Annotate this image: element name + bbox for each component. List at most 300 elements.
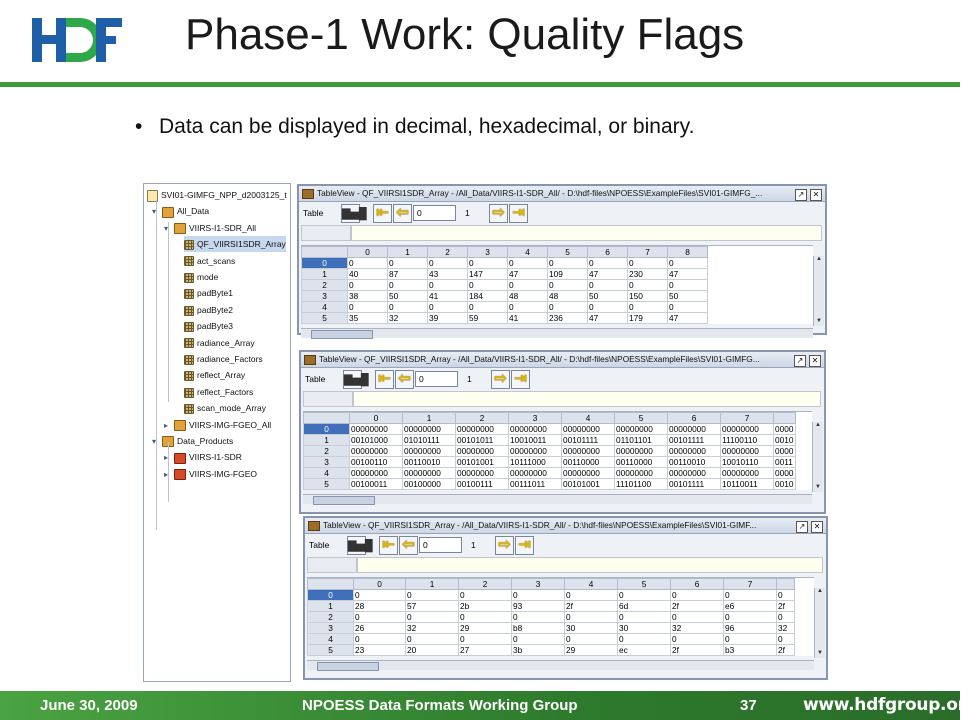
table-cell[interactable]: 0 — [428, 280, 468, 291]
column-header[interactable]: 0 — [348, 247, 388, 258]
table-cell[interactable]: 0 — [468, 258, 508, 269]
table-cell[interactable]: 10010011 — [509, 435, 562, 446]
table-cell[interactable]: 10111000 — [509, 457, 562, 468]
table-cell[interactable]: 48 — [548, 291, 588, 302]
file-tree-panel[interactable] — [143, 183, 291, 682]
table-cell[interactable]: 109 — [548, 269, 588, 280]
table-cell[interactable]: 0 — [459, 612, 512, 623]
column-header[interactable]: 4 — [508, 247, 548, 258]
column-header[interactable]: 2 — [456, 413, 509, 424]
table-cell[interactable]: 00000000 — [403, 424, 456, 435]
column-header[interactable]: 7 — [724, 579, 777, 590]
tree-item[interactable] — [184, 351, 263, 367]
table-cell[interactable]: 0 — [588, 302, 628, 313]
data-grid[interactable] — [303, 411, 812, 490]
table-cell[interactable]: 0 — [671, 590, 724, 601]
tree-item[interactable] — [184, 236, 286, 252]
table-cell[interactable]: 179 — [628, 313, 668, 324]
column-header[interactable]: 6 — [588, 247, 628, 258]
table-cell[interactable]: 41 — [508, 313, 548, 324]
column-header[interactable]: 5 — [618, 579, 671, 590]
table-cell[interactable]: 2f — [777, 601, 795, 612]
table-cell[interactable]: 00000000 — [350, 424, 403, 435]
table-cell[interactable]: 00000000 — [721, 446, 774, 457]
table-cell[interactable]: 47 — [588, 313, 628, 324]
table-cell[interactable]: 230 — [628, 269, 668, 280]
table-cell[interactable]: 0 — [468, 302, 508, 313]
tableview-titlebar[interactable] — [299, 186, 825, 202]
table-cell[interactable]: 00110010 — [668, 457, 721, 468]
next-page-button[interactable] — [489, 204, 508, 223]
table-menu[interactable]: Table — [305, 374, 326, 384]
table-cell[interactable]: 87 — [388, 269, 428, 280]
row-header[interactable]: 2 — [304, 446, 350, 457]
table-cell[interactable]: 30 — [618, 623, 671, 634]
table-cell[interactable]: 30 — [565, 623, 618, 634]
table-cell[interactable]: 00000000 — [562, 424, 615, 435]
table-cell[interactable]: 00000000 — [668, 446, 721, 457]
table-cell[interactable]: 11101100 — [615, 479, 668, 490]
row-header[interactable]: 0 — [302, 258, 348, 269]
vertical-scrollbar[interactable] — [814, 588, 825, 658]
table-cell[interactable]: 00000000 — [456, 468, 509, 479]
tree-item[interactable] — [184, 384, 253, 400]
column-header[interactable]: 3 — [512, 579, 565, 590]
table-cell[interactable]: 32 — [388, 313, 428, 324]
table-cell[interactable]: 00111011 — [509, 479, 562, 490]
scroll-thumb[interactable] — [313, 496, 375, 505]
table-cell[interactable]: 29 — [459, 623, 512, 634]
table-cell[interactable]: 0000 — [774, 424, 796, 435]
table-cell[interactable]: 2f — [777, 645, 795, 656]
table-row — [308, 601, 795, 612]
previous-page-button[interactable] — [393, 204, 412, 223]
row-header[interactable]: 4 — [304, 468, 350, 479]
expand-toggle-icon[interactable]: ▸ — [164, 469, 169, 479]
column-header[interactable]: 4 — [565, 579, 618, 590]
table-cell[interactable]: 0 — [508, 302, 548, 313]
page-number-input[interactable]: 0 — [413, 205, 456, 221]
column-header[interactable]: 6 — [671, 579, 724, 590]
table-cell[interactable]: 10010110 — [721, 457, 774, 468]
table-cell[interactable]: 2f — [565, 601, 618, 612]
row-header[interactable]: 1 — [308, 601, 354, 612]
dataset-icon — [184, 289, 194, 299]
column-header[interactable]: 1 — [406, 579, 459, 590]
table-cell[interactable]: 0 — [618, 590, 671, 601]
table-cell[interactable]: 47 — [668, 269, 708, 280]
expand-toggle-icon[interactable]: ▸ — [164, 453, 169, 463]
table-cell[interactable]: 01101101 — [615, 435, 668, 446]
tree-item[interactable] — [184, 269, 218, 285]
next-page-button[interactable] — [495, 536, 514, 555]
table-cell[interactable]: b3 — [724, 645, 777, 656]
close-window-icon[interactable]: ✕ — [809, 355, 821, 367]
row-header[interactable]: 3 — [308, 623, 354, 634]
table-cell[interactable]: 50 — [588, 291, 628, 302]
table-cell[interactable]: 0 — [388, 258, 428, 269]
row-header[interactable]: 4 — [308, 634, 354, 645]
close-window-icon[interactable]: ✕ — [810, 189, 822, 201]
table-cell[interactable]: 00000000 — [562, 446, 615, 457]
data-grid[interactable] — [307, 577, 814, 656]
scroll-up-icon[interactable]: ▲ — [817, 588, 823, 594]
tree-item[interactable] — [184, 253, 235, 269]
table-cell[interactable]: 0 — [618, 634, 671, 645]
table-cell[interactable]: 00100011 — [350, 479, 403, 490]
table-cell[interactable]: 00000000 — [350, 468, 403, 479]
row-header[interactable]: 3 — [302, 291, 348, 302]
tree-item-label: VIIRS-I1-SDR_All — [189, 222, 257, 233]
footer-url[interactable]: www.hdfgroup.org — [803, 695, 978, 715]
table-cell[interactable]: 00000000 — [721, 424, 774, 435]
table-cell[interactable]: 0 — [777, 634, 795, 645]
table-cell[interactable]: 0 — [406, 634, 459, 645]
table-cell[interactable]: 00000000 — [350, 446, 403, 457]
restore-window-icon[interactable]: ↗ — [796, 521, 808, 533]
table-cell[interactable]: 0 — [348, 280, 388, 291]
table-cell[interactable]: 0 — [668, 280, 708, 291]
column-header[interactable]: 7 — [628, 247, 668, 258]
table-cell[interactable]: 32 — [777, 623, 795, 634]
column-header[interactable]: 3 — [468, 247, 508, 258]
tree-item[interactable] — [184, 367, 245, 383]
previous-page-button[interactable] — [399, 536, 418, 555]
last-page-button[interactable] — [515, 536, 534, 555]
table-cell[interactable]: 00100000 — [403, 479, 456, 490]
next-page-button[interactable] — [491, 370, 510, 389]
row-header[interactable]: 5 — [302, 313, 348, 324]
tree-item[interactable] — [164, 417, 271, 433]
table-row — [302, 291, 708, 302]
first-page-button[interactable] — [375, 370, 394, 389]
chart-button[interactable] — [347, 536, 373, 555]
tableview-titlebar[interactable] — [305, 518, 826, 534]
table-cell[interactable]: 47 — [588, 269, 628, 280]
table-cell[interactable]: 32 — [671, 623, 724, 634]
last-page-button[interactable] — [511, 370, 530, 389]
table-cell[interactable]: 0 — [565, 590, 618, 601]
table-cell[interactable]: 00000000 — [615, 468, 668, 479]
table-cell[interactable]: 0 — [565, 634, 618, 645]
table-cell[interactable]: 0 — [354, 634, 406, 645]
chart-button[interactable] — [343, 370, 369, 389]
table-cell[interactable]: 43 — [428, 269, 468, 280]
table-cell[interactable]: 00000000 — [456, 424, 509, 435]
table-cell[interactable]: 00101111 — [562, 435, 615, 446]
table-cell[interactable]: 00000000 — [509, 446, 562, 457]
scroll-down-icon[interactable]: ▼ — [815, 483, 821, 490]
table-cell[interactable]: 2f — [671, 645, 724, 656]
table-cell[interactable]: 40 — [348, 269, 388, 280]
tree-item[interactable] — [152, 203, 209, 219]
table-cell[interactable]: 0 — [628, 302, 668, 313]
table-cell[interactable]: 0 — [388, 280, 428, 291]
table-cell[interactable]: 23 — [354, 645, 406, 656]
table-cell[interactable]: 59 — [468, 313, 508, 324]
restore-window-icon[interactable]: ↗ — [794, 355, 806, 367]
close-window-icon[interactable]: ✕ — [811, 521, 823, 533]
column-header[interactable]: 1 — [388, 247, 428, 258]
tree-item[interactable] — [164, 466, 257, 482]
table-cell[interactable]: 00101000 — [350, 435, 403, 446]
table-cell[interactable]: 00000000 — [403, 468, 456, 479]
table-cell[interactable]: 96 — [724, 623, 777, 634]
table-cell[interactable]: 00100111 — [456, 479, 509, 490]
table-cell[interactable]: 00101001 — [456, 457, 509, 468]
tree-item[interactable] — [164, 449, 242, 465]
table-cell[interactable]: 0 — [671, 634, 724, 645]
table-cell[interactable]: 0 — [668, 258, 708, 269]
table-cell[interactable]: 00101001 — [562, 479, 615, 490]
last-page-button[interactable] — [509, 204, 528, 223]
table-cell[interactable]: 41 — [428, 291, 468, 302]
table-cell[interactable]: 0 — [459, 634, 512, 645]
table-cell[interactable]: 39 — [428, 313, 468, 324]
column-header[interactable]: 5 — [548, 247, 588, 258]
column-header[interactable]: 4 — [562, 413, 615, 424]
table-cell[interactable]: 0 — [548, 258, 588, 269]
table-cell[interactable]: 0 — [628, 258, 668, 269]
column-header[interactable] — [777, 579, 795, 590]
table-cell[interactable]: 0 — [724, 612, 777, 623]
table-cell[interactable]: 2b — [459, 601, 512, 612]
table-cell[interactable]: b8 — [512, 623, 565, 634]
cell-value-field[interactable] — [353, 391, 821, 407]
table-cell[interactable]: 0 — [508, 280, 548, 291]
previous-arrow-icon: ⇦ — [398, 370, 411, 387]
horizontal-scrollbar[interactable] — [301, 328, 813, 338]
table-menu[interactable]: Table — [309, 540, 330, 550]
table-cell[interactable]: 00000000 — [721, 468, 774, 479]
row-header[interactable]: 1 — [304, 435, 350, 446]
table-cell[interactable]: 0 — [512, 634, 565, 645]
first-page-button[interactable] — [379, 536, 398, 555]
row-header[interactable]: 2 — [302, 280, 348, 291]
table-cell[interactable]: 00110000 — [562, 457, 615, 468]
column-header[interactable]: 6 — [668, 413, 721, 424]
table-cell[interactable]: 47 — [668, 313, 708, 324]
restore-window-icon[interactable]: ↗ — [795, 189, 807, 201]
table-cell[interactable]: 150 — [628, 291, 668, 302]
table-cell[interactable]: 00101111 — [668, 435, 721, 446]
table-cell[interactable]: 0 — [459, 590, 512, 601]
table-cell[interactable]: 32 — [406, 623, 459, 634]
table-cell[interactable]: 01010111 — [403, 435, 456, 446]
tree-item[interactable] — [184, 318, 233, 334]
table-cell[interactable]: 0 — [548, 302, 588, 313]
table-cell[interactable]: 00110010 — [403, 457, 456, 468]
table-cell[interactable]: 29 — [565, 645, 618, 656]
column-header[interactable]: 1 — [403, 413, 456, 424]
row-header[interactable]: 4 — [302, 302, 348, 313]
tree-item[interactable] — [164, 220, 256, 236]
table-cell[interactable]: 48 — [508, 291, 548, 302]
table-cell[interactable]: 93 — [512, 601, 565, 612]
tableview-hex-window[interactable] — [303, 516, 828, 680]
previous-page-button[interactable] — [395, 370, 414, 389]
column-header[interactable]: 2 — [459, 579, 512, 590]
scroll-down-icon[interactable]: ▼ — [817, 649, 823, 656]
collapse-toggle-icon[interactable]: ▾ — [152, 437, 157, 446]
table-cell[interactable]: 0 — [565, 612, 618, 623]
table-cell[interactable]: 10110011 — [721, 479, 774, 490]
tableview-titlebar[interactable] — [301, 352, 824, 368]
table-cell[interactable]: 0 — [512, 590, 565, 601]
table-cell[interactable]: 00000000 — [403, 446, 456, 457]
scroll-up-icon[interactable]: ▲ — [816, 256, 822, 262]
table-cell[interactable]: 0 — [428, 258, 468, 269]
table-cell[interactable]: 0 — [724, 590, 777, 601]
row-header[interactable]: 0 — [304, 424, 350, 435]
table-cell[interactable]: 0010 — [774, 479, 796, 490]
table-cell[interactable]: 0 — [428, 302, 468, 313]
horizontal-scrollbar[interactable] — [307, 660, 814, 670]
data-grid[interactable] — [301, 245, 813, 324]
table-cell[interactable]: 00000000 — [509, 424, 562, 435]
table-cell[interactable]: 00000000 — [668, 468, 721, 479]
first-page-arrow-icon: ⇤ — [378, 370, 391, 387]
table-cell[interactable]: 0 — [406, 612, 459, 623]
table-cell[interactable]: 0 — [388, 302, 428, 313]
column-header[interactable]: 3 — [509, 413, 562, 424]
scroll-up-icon[interactable]: ▲ — [815, 422, 821, 428]
table-cell[interactable]: e6 — [724, 601, 777, 612]
bar-chart-icon: ▇▅█ — [344, 374, 369, 386]
table-row — [302, 302, 708, 313]
table-cell[interactable]: 35 — [348, 313, 388, 324]
table-cell[interactable]: 0 — [724, 634, 777, 645]
table-cell[interactable]: 0 — [354, 612, 406, 623]
table-cell[interactable]: 147 — [468, 269, 508, 280]
row-header[interactable]: 2 — [308, 612, 354, 623]
table-cell[interactable]: 00101111 — [668, 479, 721, 490]
row-header[interactable]: 1 — [302, 269, 348, 280]
table-cell[interactable]: 0 — [588, 258, 628, 269]
table-cell[interactable]: 38 — [348, 291, 388, 302]
table-cell[interactable]: 0 — [668, 302, 708, 313]
row-header[interactable]: 0 — [308, 590, 354, 601]
row-header[interactable]: 5 — [308, 645, 354, 656]
cell-value-field[interactable] — [357, 557, 823, 573]
vertical-scrollbar[interactable] — [812, 422, 823, 492]
next-arrow-icon: ⇨ — [498, 536, 511, 553]
table-cell[interactable]: 0011 — [774, 457, 796, 468]
tree-item[interactable] — [184, 400, 266, 416]
table-cell[interactable]: 0 — [671, 612, 724, 623]
scroll-thumb[interactable] — [317, 662, 379, 671]
tree-item[interactable] — [152, 433, 233, 449]
table-cell[interactable]: 0000 — [774, 446, 796, 457]
table-cell[interactable]: 0 — [777, 590, 795, 601]
row-header[interactable]: 3 — [304, 457, 350, 468]
table-cell[interactable]: 0 — [628, 280, 668, 291]
table-cell[interactable]: 0 — [588, 280, 628, 291]
table-cell[interactable]: 0 — [508, 258, 548, 269]
table-cell[interactable]: 0 — [618, 612, 671, 623]
scroll-thumb[interactable] — [311, 330, 373, 339]
cell-value-field[interactable] — [351, 225, 822, 241]
table-cell[interactable]: 50 — [668, 291, 708, 302]
cell-edit-row — [301, 390, 824, 408]
table-cell[interactable]: ec — [618, 645, 671, 656]
table-menu[interactable]: Table — [303, 208, 324, 218]
table-cell[interactable]: 00000000 — [509, 468, 562, 479]
column-header[interactable] — [774, 413, 796, 424]
table-cell[interactable]: 20 — [406, 645, 459, 656]
dataset-icon — [184, 322, 194, 332]
table-cell[interactable]: 0 — [348, 258, 388, 269]
table-cell[interactable]: 3b — [512, 645, 565, 656]
page-number-input[interactable]: 0 — [419, 537, 462, 553]
table-cell[interactable]: 0 — [548, 280, 588, 291]
table-cell[interactable]: 27 — [459, 645, 512, 656]
table-cell[interactable]: 0 — [354, 590, 406, 601]
table-cell[interactable]: 47 — [508, 269, 548, 280]
table-cell[interactable]: 0000 — [774, 468, 796, 479]
horizontal-scrollbar[interactable] — [303, 494, 812, 504]
table-cell[interactable]: 50 — [388, 291, 428, 302]
table-cell[interactable]: 184 — [468, 291, 508, 302]
column-header[interactable]: 0 — [354, 579, 406, 590]
column-header[interactable]: 7 — [721, 413, 774, 424]
table-cell[interactable]: 0 — [512, 612, 565, 623]
tree-item[interactable] — [184, 285, 233, 301]
table-cell[interactable]: 00100110 — [350, 457, 403, 468]
column-header[interactable]: 5 — [615, 413, 668, 424]
table-cell[interactable]: 0 — [406, 590, 459, 601]
tableview-decimal-window[interactable] — [297, 184, 827, 335]
scroll-down-icon[interactable]: ▼ — [816, 317, 822, 324]
table-cell[interactable]: 6d — [618, 601, 671, 612]
table-cell[interactable]: 26 — [354, 623, 406, 634]
column-header[interactable]: 2 — [428, 247, 468, 258]
tree-item[interactable] — [184, 335, 255, 351]
table-cell[interactable]: 00101011 — [456, 435, 509, 446]
chart-button[interactable] — [341, 204, 367, 223]
table-cell[interactable]: 57 — [406, 601, 459, 612]
tableview-binary-window[interactable] — [299, 350, 826, 514]
table-cell[interactable]: 28 — [354, 601, 406, 612]
tree-item[interactable] — [147, 187, 287, 203]
first-page-button[interactable] — [373, 204, 392, 223]
table-cell[interactable]: 00000000 — [562, 468, 615, 479]
table-cell[interactable]: 11100110 — [721, 435, 774, 446]
table-cell[interactable]: 0010 — [774, 435, 796, 446]
column-header[interactable]: 0 — [350, 413, 403, 424]
table-cell[interactable]: 236 — [548, 313, 588, 324]
table-cell[interactable]: 0 — [777, 612, 795, 623]
table-cell[interactable]: 2f — [671, 601, 724, 612]
row-header[interactable]: 5 — [304, 479, 350, 490]
tree-item[interactable] — [184, 302, 233, 318]
collapse-toggle-icon[interactable]: ▾ — [164, 223, 169, 233]
vertical-scrollbar[interactable] — [813, 256, 824, 326]
column-header[interactable]: 8 — [668, 247, 708, 258]
collapse-toggle-icon[interactable]: ▾ — [152, 207, 157, 217]
table-cell[interactable]: 00000000 — [456, 446, 509, 457]
tree-item-label: VIIRS-I1-SDR — [189, 452, 242, 463]
table-cell[interactable]: 0 — [468, 280, 508, 291]
tree-item-label: SVI01-GIMFG_NPP_d2003125_t — [161, 190, 287, 200]
table-cell[interactable]: 00000000 — [615, 446, 668, 457]
page-number-input[interactable]: 0 — [415, 371, 458, 387]
table-cell[interactable]: 0 — [348, 302, 388, 313]
table-cell[interactable]: 00000000 — [615, 424, 668, 435]
expand-toggle-icon[interactable]: ▸ — [164, 420, 169, 430]
table-cell[interactable]: 00000000 — [668, 424, 721, 435]
table-cell[interactable]: 00110000 — [615, 457, 668, 468]
